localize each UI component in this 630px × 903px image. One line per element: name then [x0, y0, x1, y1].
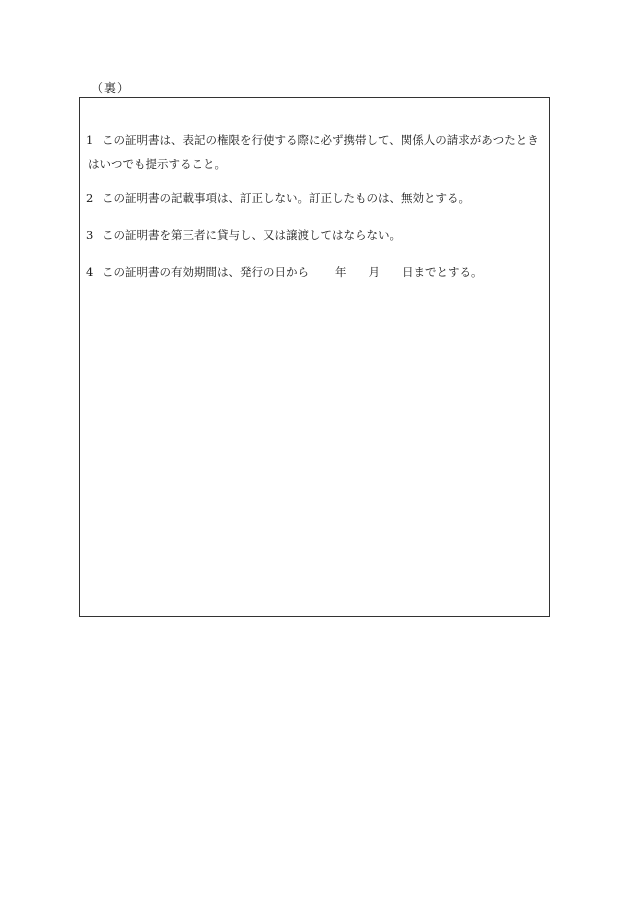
note-number: 3 — [86, 228, 94, 242]
note-number: 1 — [86, 133, 94, 147]
note-text: この証明書の有効期間は、発行の日から — [102, 265, 309, 279]
note-item-4 — [86, 264, 483, 280]
notes-frame — [79, 97, 550, 617]
note-item-2 — [86, 190, 470, 206]
back-side-label: （裏） — [91, 81, 131, 95]
year-label: 年 — [335, 265, 347, 279]
month-label: 月 — [368, 265, 380, 279]
note-text-end: 日までとする。 — [402, 265, 483, 279]
note-text: この証明書の記載事項は、訂正しない。訂正したものは、無効とする。 — [102, 191, 470, 205]
note-text-continuation: はいつでも提示すること。 — [88, 157, 226, 171]
note-item-1 — [86, 132, 539, 172]
note-number: 2 — [86, 191, 94, 205]
note-number: 4 — [86, 265, 94, 279]
note-text: この証明書を第三者に貸与し、又は譲渡してはならない。 — [102, 228, 401, 242]
note-text: この証明書は、表記の権限を行使する際に必ず携帯して、関係人の請求があつたとき — [102, 133, 539, 147]
note-item-3 — [86, 227, 401, 243]
